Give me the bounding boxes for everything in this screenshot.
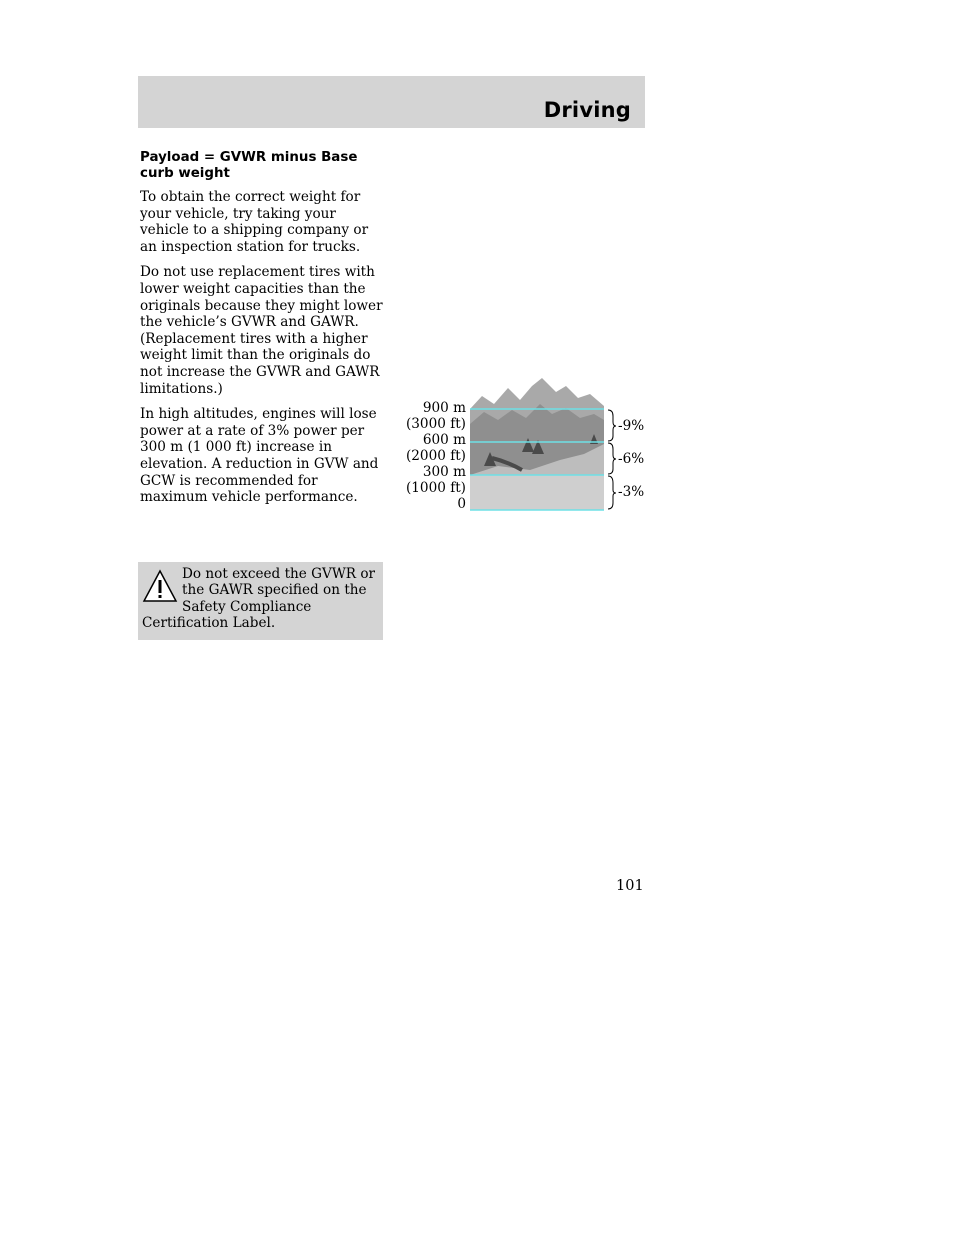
main-text: [140, 150, 385, 515]
paragraph-weight: To obtain the correct weight for your vehicle, try taking your vehicle to a shipping company or an inspection station for trucks.: [140, 189, 369, 255]
paragraph-tires: Do not use replacement tires with lower weight capacities than the originals because they might lower the vehicle’s GVWR and GAWR. (Replacement tires with a higher weight limit than the originals do not increase the GVWR and GAWR limitations.): [140, 264, 383, 397]
altitude-label-1000ft: (1000 ft): [405, 480, 466, 496]
brace-icon: [608, 476, 616, 509]
brace-icon: [608, 443, 616, 474]
power-loss-9: -9%: [618, 418, 645, 434]
altitude-figure: [380, 374, 660, 524]
section-heading: Payload = GVWR minus Base curb weight: [140, 150, 358, 181]
altitude-label-300m: 300 m: [422, 464, 466, 480]
power-loss-3: -3%: [618, 484, 645, 500]
page-title: Driving: [543, 98, 631, 122]
altitude-label-2000ft: (2000 ft): [405, 448, 466, 464]
altitude-label-900m: 900 m: [422, 400, 466, 416]
power-loss-6: -6%: [618, 451, 645, 467]
altitude-label-3000ft: (3000 ft): [405, 416, 466, 432]
altitude-label-0: 0: [457, 496, 466, 512]
warning-box: [138, 562, 383, 640]
brace-icon: [608, 410, 616, 441]
altitude-label-600m: 600 m: [422, 432, 466, 448]
page-number: 101: [616, 878, 644, 894]
ground-band: [470, 475, 604, 510]
warning-triangle-icon: [142, 569, 178, 603]
paragraph-altitude: In high altitudes, engines will lose power at a rate of 3% power per 300 m (1 000 ft) increase in elevation. A reduction in GVW and GCW is recommended for maximum vehicle performance.: [140, 406, 379, 506]
header-band: [138, 76, 645, 128]
warning-text: Do not exceed the GVWR or the GAWR specified on the Safety Compliance Certification Label.: [142, 566, 376, 632]
